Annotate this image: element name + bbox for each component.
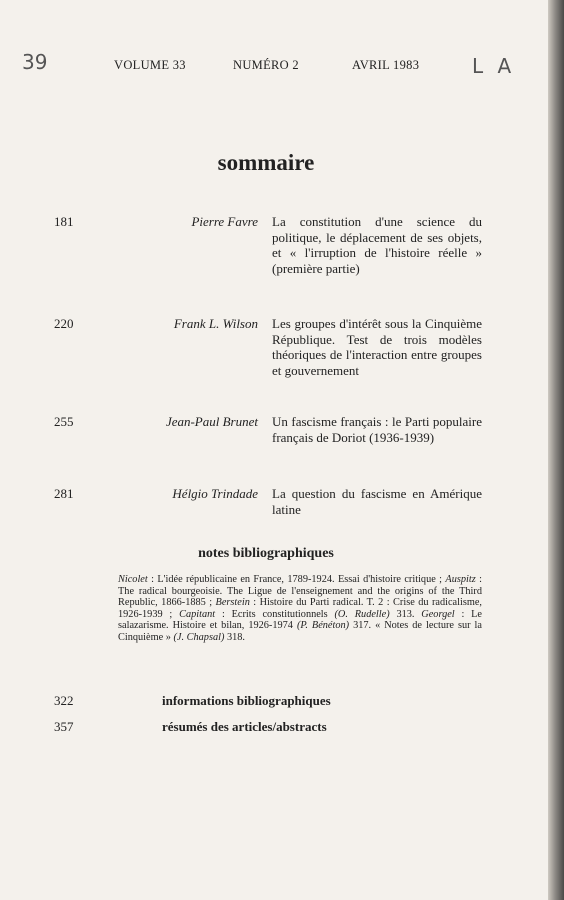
toc-article-title: La constitution d'une science du politique, le déplacement de ses objets, et « l'irruption de l'histoire réelle » (première partie) bbox=[272, 214, 482, 276]
notes-text: 318. bbox=[224, 631, 245, 643]
toc-author: Jean-Paul Brunet bbox=[165, 414, 258, 429]
notes-text: : Le salazarisme. Histoire et bilan, 1926-1974 bbox=[118, 608, 482, 632]
issue-date-label: AVRIL 1983 bbox=[352, 58, 420, 72]
notes-text: 313. bbox=[389, 608, 422, 620]
handwritten-initials: L A bbox=[472, 54, 516, 78]
toc-author: Pierre Favre bbox=[191, 214, 258, 229]
toc-article-title: Un fascisme français : le Parti populaire français de Doriot (1936-1939) bbox=[272, 414, 482, 445]
notes-author: Capitant bbox=[179, 608, 216, 620]
notes-section-title: notes bibliographiques bbox=[198, 546, 334, 561]
notes-text: : Ecrits constitutionnels bbox=[215, 608, 335, 620]
notes-body bbox=[118, 574, 482, 644]
notes-reviewer: (P. Bénéton) bbox=[296, 620, 350, 632]
page-title: sommaire bbox=[217, 150, 315, 175]
notes-author: Georgel bbox=[421, 608, 455, 620]
notes-text: : Histoire du Parti radical. T. 2 : Crise du radicalisme, 1926-1939 ; bbox=[118, 597, 482, 620]
toc-page-number: 357 bbox=[54, 719, 74, 734]
notes-author: Auspitz bbox=[445, 574, 476, 585]
notes-reviewer: (J. Chapsal) bbox=[173, 631, 225, 643]
toc-section-title: résumés des articles/abstracts bbox=[162, 719, 327, 734]
handwritten-number: 39 bbox=[22, 50, 48, 74]
toc-page-number: 255 bbox=[54, 414, 74, 429]
notes-text: : The radical bourgeoisie. The Ligue de l'enseignement and the origins of the Third Republic, 1866-1885 ; bbox=[118, 574, 482, 609]
toc-page-number: 281 bbox=[54, 486, 74, 501]
toc-article-title: Les groupes d'intérêt sous la Cinquième République. Test de trois modèles théoriques de l'interaction entre groupes et gouvernement bbox=[272, 316, 482, 378]
notes-text: 317. « Notes de lecture sur la Cinquième » bbox=[118, 620, 482, 643]
notes-reviewer: (O. Rudelle) bbox=[334, 608, 390, 620]
toc-page-number: 322 bbox=[54, 693, 74, 708]
issue-number-label: NUMÉRO 2 bbox=[233, 58, 299, 72]
toc-page-number: 220 bbox=[54, 316, 74, 331]
notes-author: Berstein bbox=[215, 597, 250, 609]
toc-author: Frank L. Wilson bbox=[173, 316, 258, 331]
notes-author: Nicolet bbox=[118, 574, 148, 585]
toc-page-number: 181 bbox=[54, 214, 74, 229]
toc-author: Hélgio Trindade bbox=[172, 486, 258, 501]
notes-text: : L'idée républicaine en France, 1789-1924. Essai d'histoire critique ; bbox=[147, 574, 446, 585]
volume-label: VOLUME 33 bbox=[114, 58, 186, 72]
toc-article-title: La question du fascisme en Amérique latine bbox=[272, 486, 482, 517]
toc-section-title: informations bibliographiques bbox=[162, 693, 331, 708]
book-binding-edge bbox=[548, 0, 564, 900]
